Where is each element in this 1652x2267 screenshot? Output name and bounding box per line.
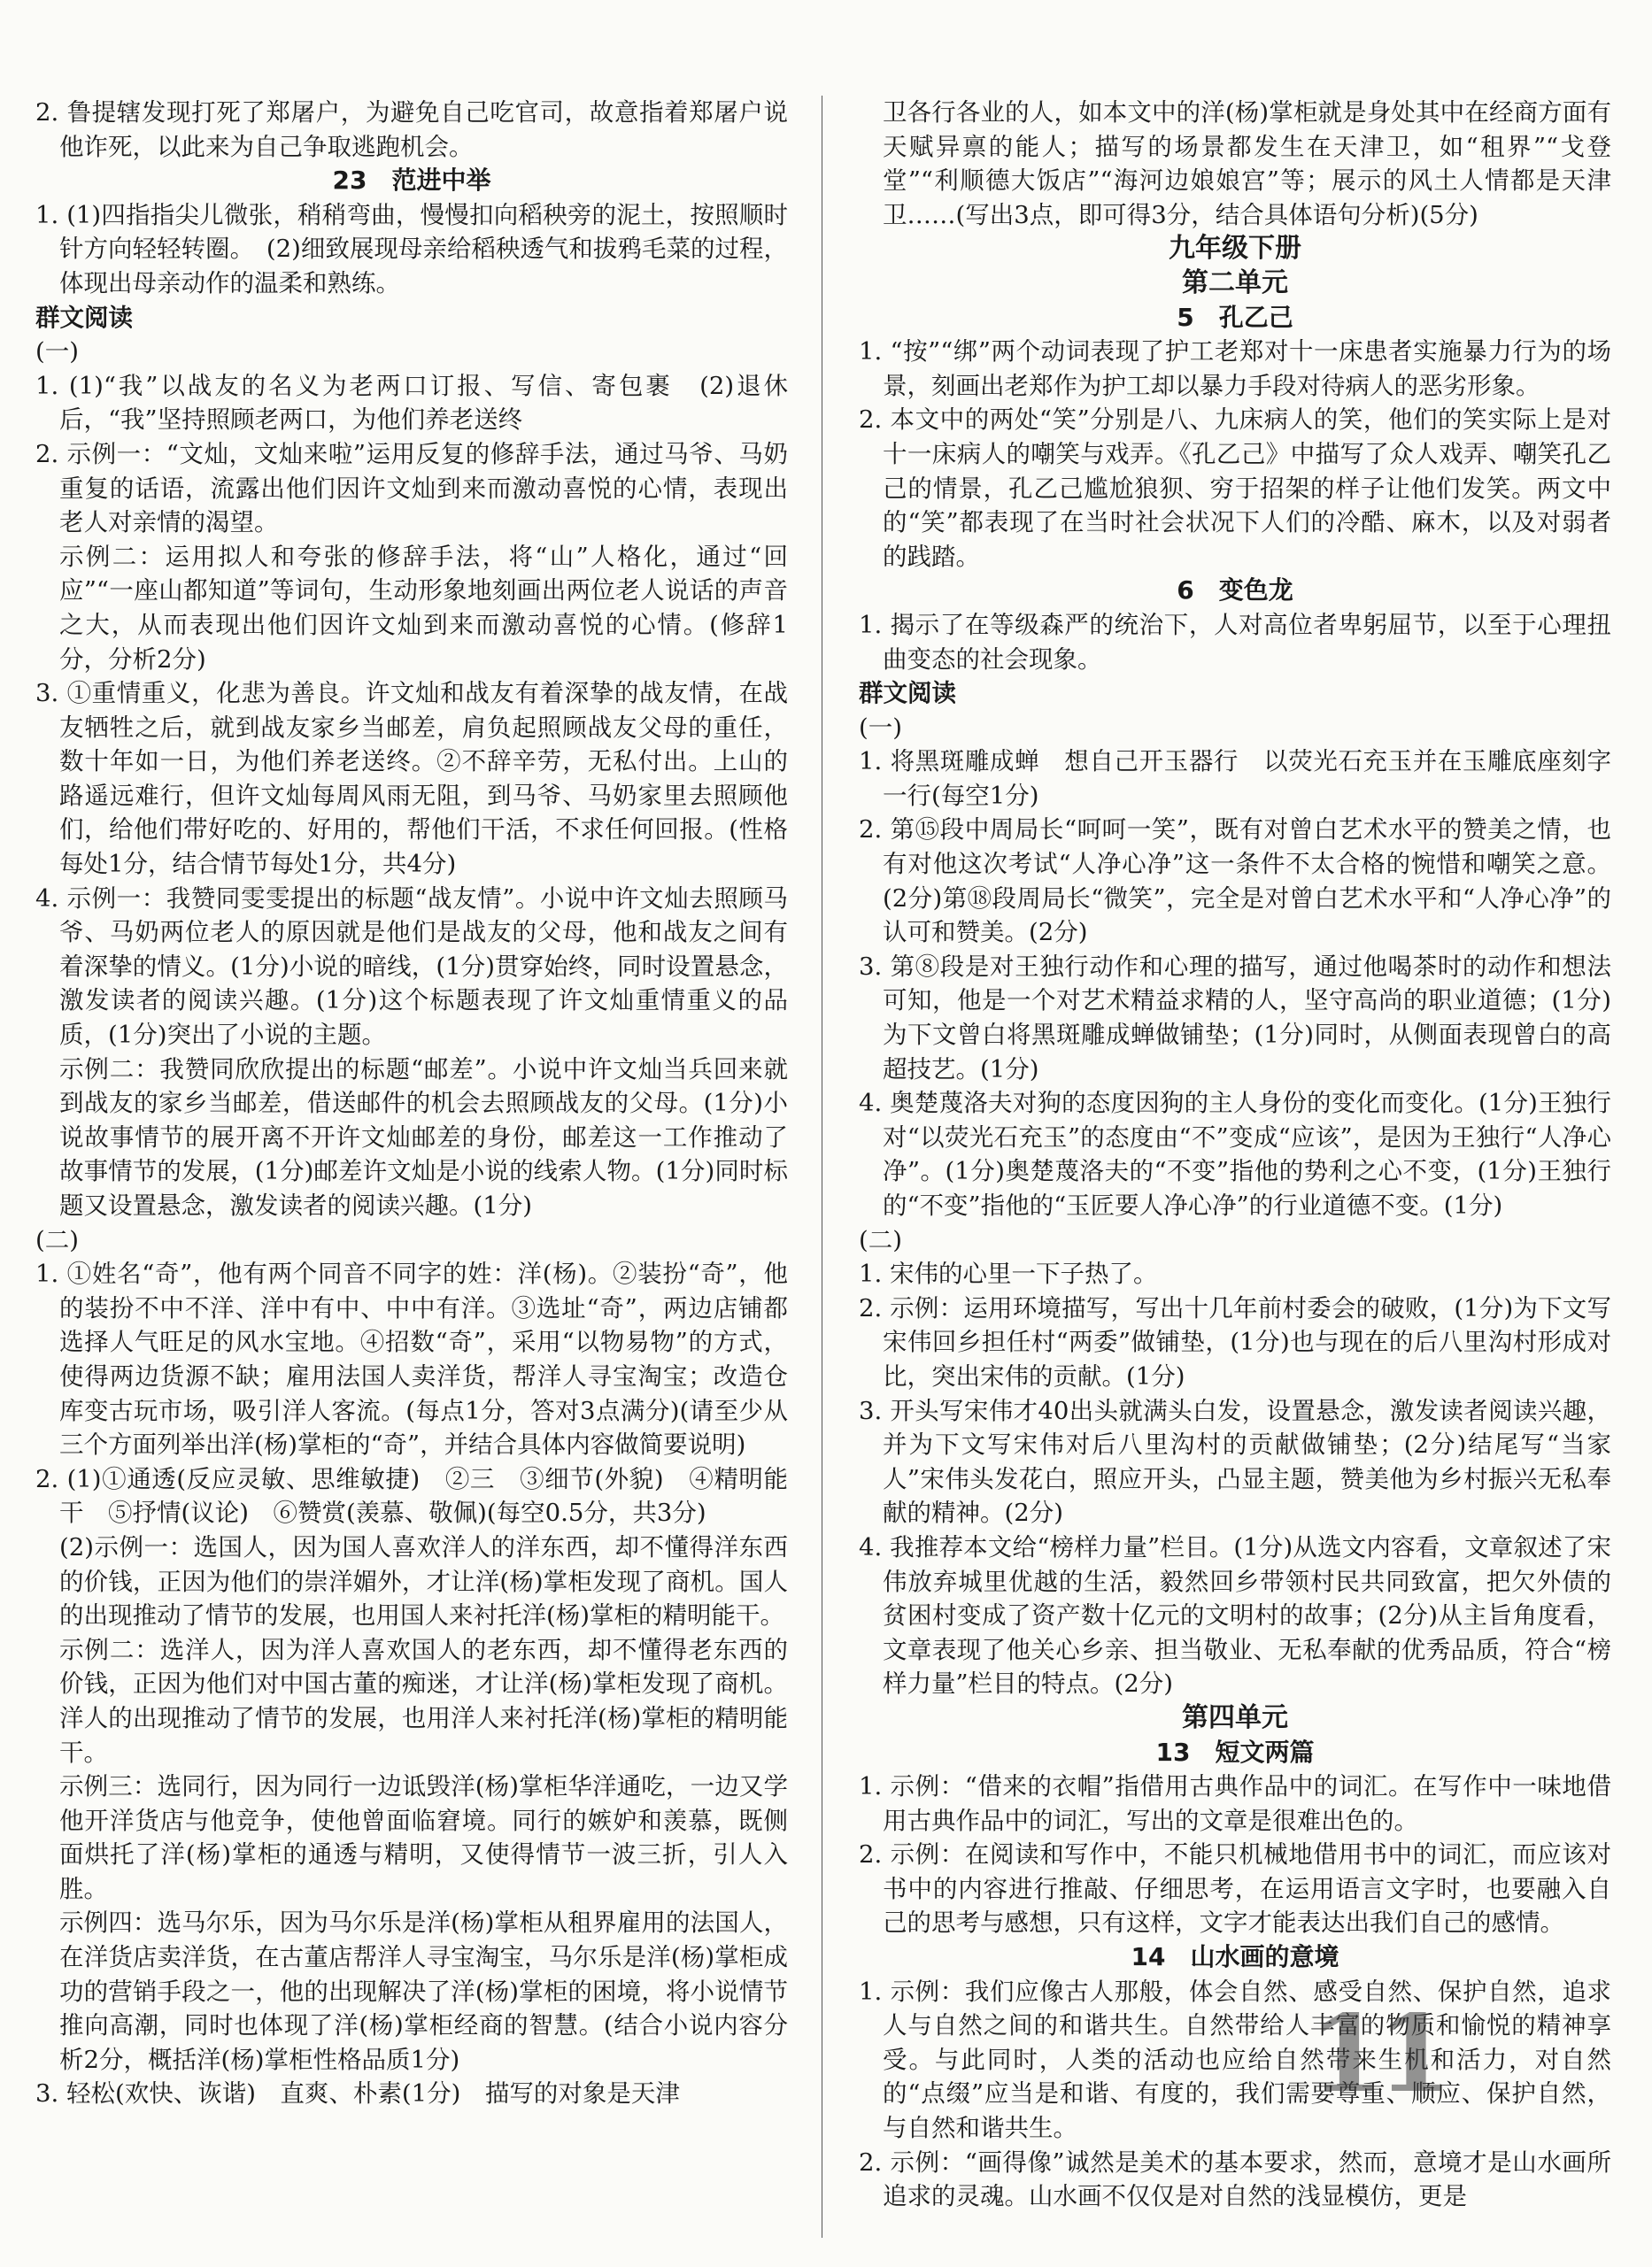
answer-continuation: 卫各行各业的人，如本文中的洋(杨)掌柜就是身处其中在经商方面有天赋异禀的能人；描写的场景都发生在天津卫，如“租界”“戈登堂”“利顺德大饭店”“海河边娘娘宫”等；展示的风土人情都是天津卫……(写出3点，即可得3分，结合具体语句分析)(5分) xyxy=(883,98,1611,229)
answer-item: 2. (1)①通透(反应灵敏、思维敏捷) ②三 ③细节(外貌) ④精明能干 ⑤抒情(议论) ⑥赞赏(羡慕、敬佩)(每空0.5分，共3分) xyxy=(35,1464,788,1528)
answer-item: 2. 示例：“画得像”诚然是美术的基本要求，然而，意境才是山水画所追求的灵魂。山水画不仅仅是对自然的浅显模仿，更是 xyxy=(859,2147,1611,2211)
subsection-heading: 群文阅读 xyxy=(859,679,956,708)
answer-item: 1. “按”“绑”两个动词表现了护工老郑对十一床患者实施暴力行为的场景，刻画出老郑作为护工却以暴力手段对待病人的恶劣形象。 xyxy=(859,337,1611,400)
page-number: 11 xyxy=(1310,1992,1444,2117)
answer-continuation: 示例四：选马尔乐，因为马尔乐是洋(杨)掌柜从租界雇用的法国人，在洋货店卖洋货，在古董店帮洋人寻宝淘宝，马尔乐是洋(杨)掌柜成功的营销手段之一，他的出现解决了洋(杨)掌柜的困境，将小说情节推向高潮，同时也体现了洋(杨)掌柜经商的智慧。(结合小说内容分析2分，概括洋(杨)掌柜性格品质1分) xyxy=(59,1908,788,2074)
section-title: 第二单元 xyxy=(1182,266,1288,298)
answer-item: 3. 开头写宋伟才40出头就满头白发，设置悬念，激发读者阅读兴趣，并为下文写宋伟对后八里沟村的贡献做铺垫；(2分)结尾写“当家人”宋伟头发花白，照应开头，凸显主题，赞美他为乡村振兴无私奉献的精神。(2分) xyxy=(859,1396,1611,1528)
section-title: 第四单元 xyxy=(1182,1701,1288,1733)
left-column xyxy=(35,96,788,2111)
part-number: (一) xyxy=(35,337,79,366)
answer-continuation: 示例二：我赞同欣欣提出的标题“邮差”。小说中许文灿当兵回来就到战友的家乡当邮差，借送邮件的机会去照顾战友的父母。(1分)小说故事情节的展开离不开许文灿邮差的身份，邮差这一工作推动了故事情节的发展，(1分)邮差许文灿是小说的线索人物。(1分)同时标题又设置悬念，激发读者的阅读兴趣。(1分) xyxy=(59,1054,788,1220)
answer-item: 3. ①重情重义，化悲为善良。许文灿和战友有着深挚的战友情，在战友牺牲之后，就到战友家乡当邮差，肩负起照顾战友父母的重任，数十年如一日，为他们养老送终。②不辞辛劳，无私付出。上山的路遥远难行，但许文灿每周风雨无阻，到马爷、马奶家里去照顾他们，给他们带好吃的、好用的，帮他们干活，不求任何回报。(性格每处1分，结合情节每处1分，共4分) xyxy=(35,679,788,879)
lesson-title: 13 短文两篇 xyxy=(1155,1737,1315,1767)
subsection-heading: 群文阅读 xyxy=(35,303,133,332)
lesson-title: 5 孔乙己 xyxy=(1177,302,1293,332)
right-column xyxy=(859,96,1611,2214)
answer-continuation: 示例二：选洋人，因为洋人喜欢国人的老东西，却不懂得老东西的价钱，正因为他们对中国古董的痴迷，才让洋(杨)掌柜发现了商机。洋人的出现推动了情节的发展，也用洋人来衬托洋(杨)掌柜的精明能干。 xyxy=(59,1635,788,1767)
answer-page xyxy=(35,96,1617,2238)
answer-continuation: (2)示例一：选国人，因为国人喜欢洋人的洋东西，却不懂得洋东西的价钱，正因为他们的崇洋媚外，才让洋(杨)掌柜发现了商机。国人的出现推动了情节的发展，也用国人来衬托洋(杨)掌柜的精明能干。 xyxy=(59,1532,788,1631)
section-title: 九年级下册 xyxy=(1169,233,1301,265)
lesson-title: 6 变色龙 xyxy=(1177,575,1293,605)
answer-item: 1. 将黑斑雕成蝉 想自己开玉器行 以荧光石充玉并在玉雕底座刻字一行(每空1分) xyxy=(859,747,1611,810)
answer-item: 2. 第⑮段中周局长“呵呵一笑”，既有对曾白艺术水平的赞美之情，也有对他这次考试“人净心净”这一条件不太合格的惋惜和嘲笑之意。(2分)第⑱段周局长“微笑”，完全是对曾白艺术水平和“人净心净”的认可和赞美。(2分) xyxy=(859,815,1611,947)
answer-item: 2. 示例：在阅读和写作中，不能只机械地借用书中的词汇，而应该对书中的内容进行推敲、仔细思考，在运用语言文字时，也要融入自己的思考与感想，只有这样，文字才能表达出我们自己的感情。 xyxy=(859,1840,1611,1938)
answer-item: 1. 揭示了在等级森严的统治下，人对高位者卑躬屈节，以至于心理扭曲变态的社会现象。 xyxy=(859,610,1611,674)
answer-continuation: 示例三：选同行，因为同行一边诋毁洋(杨)掌柜华洋通吃，一边又学他开洋货店与他竞争，使他曾面临窘境。同行的嫉妒和羡慕，既侧面烘托了洋(杨)掌柜的通透与精明，又使得情节一波三折，引人入胜。 xyxy=(59,1772,788,1903)
lesson-title: 14 山水画的意境 xyxy=(1131,1942,1339,1972)
answer-item: 4. 我推荐本文给“榜样力量”栏目。(1分)从选文内容看，文章叙述了宋伟放弃城里优越的生活，毅然回乡带领村民共同致富，把欠外债的贫困村变成了资产数十亿元的文明村的故事；(2分)从主旨角度看，文章表现了他关心乡亲、担当敬业、无私奉献的优秀品质，符合“榜样力量”栏目的特点。(2分) xyxy=(859,1532,1611,1699)
answer-item: 1. (1)四指指尖儿微张，稍稍弯曲，慢慢扣向稻秧旁的泥土，按照顺时针方向轻轻转圈。 (2)细致展现母亲给稻秧透气和拔鸦毛菜的过程，体现出母亲动作的温柔和熟练。 xyxy=(35,200,788,297)
answer-item: 4. 奥楚蔑洛夫对狗的态度因狗的主人身份的变化而变化。(1分)王独行对“以荧光石充玉”的态度由“不”变成“应该”，是因为王独行“人净心净”。(1分)奥楚蔑洛夫的“不变”指他的势利之心不变，(1分)王独行的“不变”指他的“玉匠要人净心净”的行业道德不变。(1分) xyxy=(859,1089,1611,1220)
answer-item: 2. 示例：运用环境描写，写出十几年前村委会的破败，(1分)为下文写宋伟回乡担任村“两委”做铺垫，(1分)也与现在的后八里沟村形成对比，突出宋伟的贡献。(1分) xyxy=(859,1293,1611,1391)
answer-item: 1. 宋伟的心里一下子热了。 xyxy=(859,1260,1158,1289)
answer-item: 1. ①姓名“奇”，他有两个同音不同字的姓：洋(杨)。②装扮“奇”，他的装扮不中不洋、洋中有中、中中有洋。③选址“奇”，两边店铺都选择人气旺足的风水宝地。④招数“奇”，采用“以物易物”的方式，使得两边货源不缺；雇用法国人卖洋货，帮洋人寻宝淘宝；改造仓库变古玩市场，吸引洋人客流。(每点1分，答对3点满分)(请至少从三个方面列举出洋(杨)掌柜的“奇”，并结合具体内容做简要说明) xyxy=(35,1260,788,1460)
answer-item: 4. 示例一：我赞同雯雯提出的标题“战友情”。小说中许文灿去照顾马爷、马奶两位老人的原因就是他们是战友的父母，他和战友之间有着深挚的情义。(1分)小说的暗线，(1分)贯穿始终，同时设置悬念，激发读者的阅读兴趣。(1分)这个标题表现了许文灿重情重义的品质，(1分)突出了小说的主题。 xyxy=(35,883,788,1050)
part-number: (二) xyxy=(859,1225,902,1254)
part-number: (一) xyxy=(859,713,902,742)
answer-item: 2. 示例一：“文灿，文灿来啦”运用反复的修辞手法，通过马爷、马奶重复的话语，流露出他们因许文灿到来而激动喜悦的心情，表现出老人对亲情的渴望。 xyxy=(35,439,788,537)
answer-item: 2. 本文中的两处“笑”分别是八、九床病人的笑，他们的笑实际上是对十一床病人的嘲笑与戏弄。《孔乙己》中描写了众人戏弄、嘲笑孔乙己的情景，孔乙己尴尬狼狈、穷于招架的样子让他们发笑。两文中的“笑”都表现了在当时社会状况下人们的冷酷、麻木，以及对弱者的践踏。 xyxy=(859,405,1611,571)
answer-item: 2. 鲁提辖发现打死了郑屠户，为避免自己吃官司，故意指着郑屠户说他诈死，以此来为自己争取逃跑机会。 xyxy=(35,98,788,161)
answer-item: 3. 第⑧段是对王独行动作和心理的描写，通过他喝茶时的动作和想法可知，他是一个对艺术精益求精的人，坚守高尚的职业道德；(1分)为下文曾白将黑斑雕成蝉做铺垫；(1分)同时，从侧面表现曾白的高超技艺。(1分) xyxy=(859,952,1611,1083)
answer-continuation: 示例二：运用拟人和夸张的修辞手法，将“山”人格化，通过“回应”“一座山都知道”等词句，生动形象地刻画出两位老人说话的声音之大，从而表现出他们因许文灿到来而激动喜悦的心情。(修辞1分，分析2分) xyxy=(59,542,788,674)
answer-item: 3. 轻松(欢快、诙谐) 直爽、朴素(1分) 描写的对象是天津 xyxy=(35,2079,680,2109)
part-number: (二) xyxy=(35,1225,79,1254)
answer-item: 1. 示例：“借来的衣帽”指借用古典作品中的词汇。在写作中一味地借用古典作品中的词汇，写出的文章是很难出色的。 xyxy=(859,1772,1611,1835)
lesson-title: 23 范进中举 xyxy=(332,166,491,196)
answer-item: 1. (1)“我”以战友的名义为老两口订报、写信、寄包裹 (2)退休后，“我”坚持照顾老两口，为他们养老送终 xyxy=(35,371,788,435)
answer-item: 1. 示例：我们应像古人那般，体会自然、感受自然、保护自然，追求人与自然之间的和谐共生。自然带给人丰富的物质和愉悦的精神享受。与此同时，人类的活动也应给自然带来生机和活力，对自然的“点缀”应当是和谐、有度的，我们需要尊重、顺应、保护自然，与自然和谐共生。 xyxy=(859,1977,1611,2143)
